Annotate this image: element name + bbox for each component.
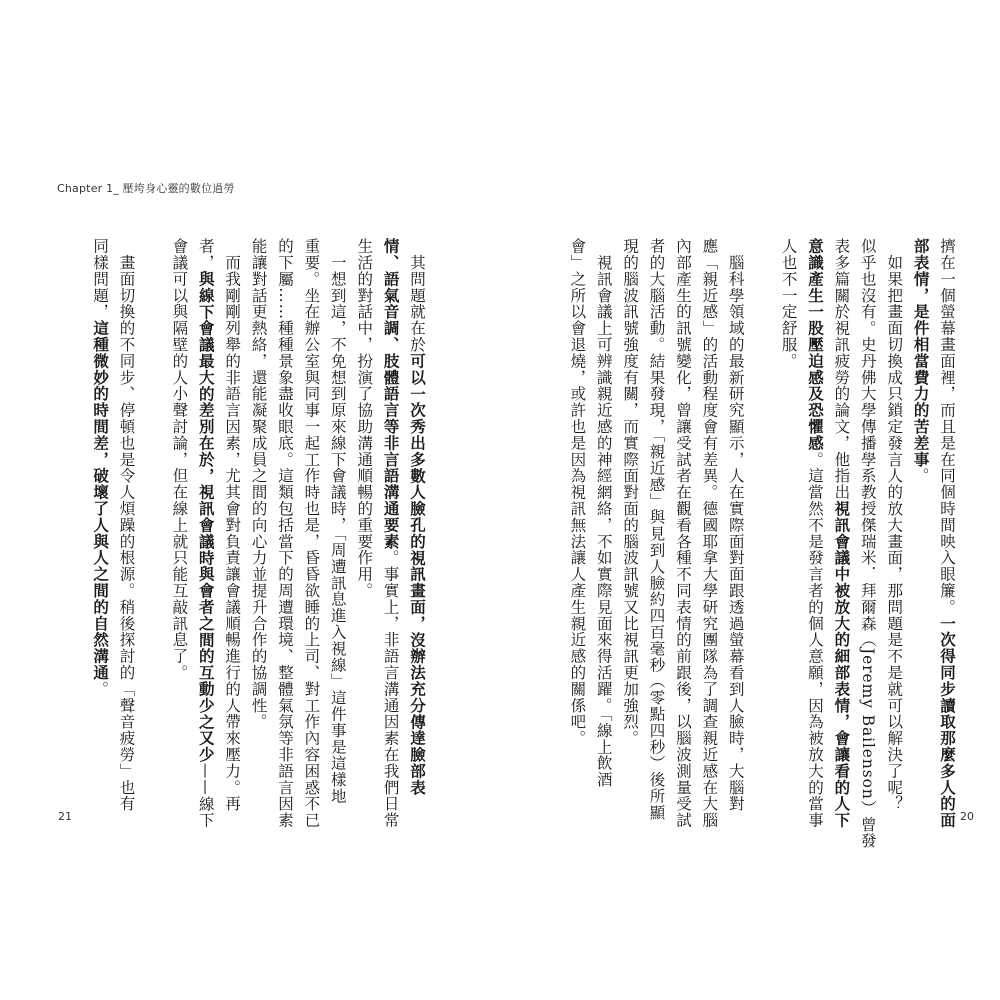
text-column: [828, 238, 854, 829]
text-run: 者，: [196, 238, 215, 271]
bold-text-run: 意識產生一股壓迫感及恐懼感: [805, 238, 825, 452]
text-run: 而我剛剛列舉的非語言因素，尤其會對負責讓會議順暢進行的人帶來壓力。再: [223, 238, 242, 812]
text-run: 。事實上，非語言溝通因素在我們日常: [381, 549, 400, 829]
page-number-right: 20: [960, 810, 974, 823]
text-column: [854, 238, 880, 849]
text-column: [696, 238, 722, 829]
text-run: 能讓對話更熱絡，還能凝聚成員之間的向心力並提升合作的協調性。: [249, 238, 268, 730]
text-column: [749, 238, 775, 758]
text-run: 畫面切換的不同步、停頓也是令人煩躁的根源。稍後探討的「聲音疲勞」也有: [117, 238, 136, 812]
text-run: 會」之所以會退燒，或許也是因為視訊無法讓人產生親近感的關係吧。: [568, 238, 587, 747]
bold-text-run: 這種微妙的時間差，破壞了人與人之間的自然溝通: [91, 320, 111, 681]
bold-text-run: 可以一次秀出多數人臉孔的視訊畫面，沒辦法充分傳達臉部表: [408, 352, 427, 796]
text-column: [802, 238, 828, 829]
text-column: [404, 238, 430, 796]
text-column: [934, 238, 960, 829]
text-column: [219, 238, 245, 812]
text-run: 如果把畫面切換成只鎖定發言人的放大畫面，那問題是不是就可以解決了呢？: [885, 238, 904, 812]
text-run: 同樣問題，: [91, 238, 110, 320]
page-number-left: 21: [58, 810, 72, 823]
text-column: [298, 238, 324, 829]
text-run: 者的大腦活動。結果發現，「親近感」與見到人臉約四百毫秒（零點四秒）後所顯: [647, 238, 666, 821]
text-column: [113, 238, 139, 812]
text-column: [324, 238, 350, 805]
text-column: [881, 238, 907, 812]
text-run: 擠在一個螢幕畫面裡，而且是在同個時間映入眼簾。: [938, 238, 956, 616]
bold-text-run: 一次得同步讀取那麼多人的面: [938, 615, 957, 829]
bold-text-run: 視訊會議中被放大的細部表情，會讓看的人下: [832, 500, 852, 829]
text-run: 現的腦波訊號強度有關，而實際面對面的腦波訊號又比視訊更加強烈。: [621, 238, 640, 747]
text-run: 內部產生的訊號變化，曾讓受試者在觀看各種不同表情的前跟後，以腦波測量受試: [673, 238, 692, 829]
text-run: 其問題就在於: [408, 238, 426, 353]
text-run: 應「親近感」的活動程度會有差異。德國耶拿大學研究團隊為了調查親近感在大腦: [700, 238, 719, 829]
right-page-body-text: [568, 238, 960, 849]
text-run: 一想到這，不免想到原來線下會議時，「周遭訊息進入視線」這件事是這樣地: [328, 238, 347, 805]
text-run: 會議可以與隔壁的人小聲討論，但在線上就只能互敲訊息了。: [170, 238, 189, 681]
text-column: [140, 238, 166, 758]
text-column: [643, 238, 669, 821]
text-run: 重要。坐在辦公室與同事一起工作時也是，昏昏欲睡的上司、對工作內容困惑不已: [302, 238, 321, 829]
text-run: 人也不一定舒服。: [779, 238, 798, 370]
text-run: 腦科學領域的最新研究顯示，人在實際面對面跟透過螢幕看到人臉時，大腦對: [726, 238, 745, 812]
text-run: ——線下: [196, 762, 215, 829]
text-run: 。: [91, 680, 110, 698]
text-column: [907, 238, 933, 758]
text-run: 生活的對話中，扮演了協助溝通順暢的重要作用。: [355, 238, 374, 599]
text-column: [272, 238, 298, 829]
text-column: [87, 238, 113, 758]
text-run: 。: [911, 467, 930, 485]
text-column: [564, 238, 590, 758]
text-column: [166, 238, 192, 758]
text-column: [722, 238, 748, 812]
bold-text-run: 部表情，是件相當費力的苦差事: [911, 238, 931, 468]
text-column: [377, 238, 403, 829]
bold-text-run: 情、語氣音調、肢體語言等非言語溝通要素: [381, 238, 401, 550]
text-column: [775, 238, 801, 758]
right-page: [500, 0, 1000, 1000]
text-run: 的下屬……種種景象盡收眼底。這類包括當下的周遭環境、整體氣氛等非語言因素: [275, 238, 294, 829]
text-column: [670, 238, 696, 829]
running-header: Chapter 1_ 壓垮身心靈的數位過勞: [57, 182, 235, 195]
text-column: [245, 238, 271, 758]
bold-text-run: 與線下會議最大的差別在於，視訊會議時與會者之間的互動少之又少: [196, 270, 216, 763]
text-run: 似乎也沒有。史丹佛大學傳播學系教授傑瑞米．拜爾森（Jeremy Bailenson）曾發: [858, 238, 877, 849]
text-run: 。這當然不是發言者的個人意願，因為被放大的當事: [805, 451, 824, 829]
text-column: [192, 238, 218, 829]
text-column: [351, 238, 377, 758]
text-run: 視訊會議上可辨識親近感的神經網絡，不如實際見面來得活躍。「線上飲酒: [594, 238, 613, 788]
left-page-body-text: [91, 238, 430, 829]
text-run: 表多篇關於視訊疲勞的論文，他指出: [832, 238, 851, 501]
text-column: [590, 238, 616, 788]
text-column: [617, 238, 643, 758]
